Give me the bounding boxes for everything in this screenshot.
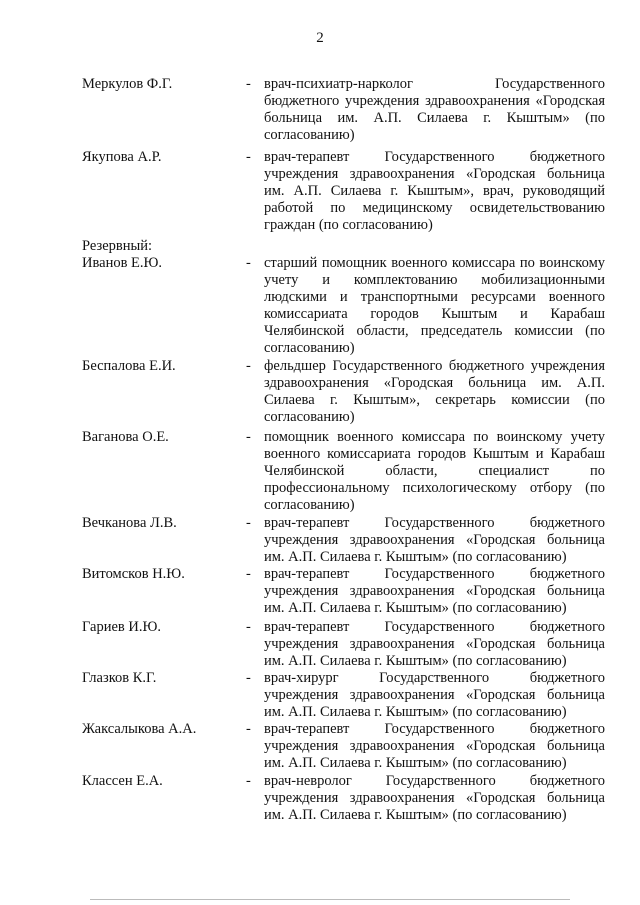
entry-dash: - bbox=[246, 515, 251, 531]
entry-dash: - bbox=[246, 619, 251, 635]
scan-edge-line bbox=[90, 899, 570, 900]
entry-dash: - bbox=[246, 429, 251, 445]
entry-dash: - bbox=[246, 773, 251, 789]
entry-description: старший помощник военного комиссара по воинскому учету и комплектованию мобилизационными людскими и транспортными ресурсами военного комиссариата городов Кыштым и Карабаш Челябинской области, председатель комиссии (по согласованию) bbox=[264, 255, 605, 356]
entry-dash: - bbox=[246, 255, 251, 271]
reserve-label: Резервный: bbox=[82, 238, 153, 254]
entry-dash: - bbox=[246, 721, 251, 737]
entry-dash: - bbox=[246, 566, 251, 582]
entry-dash: - bbox=[246, 358, 251, 374]
entry-name: Витомсков Н.Ю. bbox=[82, 566, 185, 582]
entry-name: Гариев И.Ю. bbox=[82, 619, 161, 635]
entry-name: Якупова А.Р. bbox=[82, 149, 162, 165]
entry-name: Жаксалыкова А.А. bbox=[82, 721, 197, 737]
entry-description: врач-терапевт Государственного бюджетного учреждения здравоохранения «Городская больница им. А.П. Силаева г. Кыштым» (по согласованию) bbox=[264, 721, 605, 771]
entry-name: Ваганова О.Е. bbox=[82, 429, 169, 445]
entry-description: помощник военного комиссара по воинскому учету военного комиссариата городов Кыштым и Карабаш Челябинской области, специалист по профессиональному психологическому отбору (по согласованию) bbox=[264, 429, 605, 513]
entry-name: Беспалова Е.И. bbox=[82, 358, 176, 374]
entry-description: врач-невролог Государственного бюджетного учреждения здравоохранения «Городская больница им. А.П. Силаева г. Кыштым» (по согласованию) bbox=[264, 773, 605, 823]
entry-description: врач-терапевт Государственного бюджетного учреждения здравоохранения «Городская больница им. А.П. Силаева г. Кыштым» (по согласованию) bbox=[264, 515, 605, 565]
page-number: 2 bbox=[316, 30, 324, 46]
entry-name: Вечканова Л.В. bbox=[82, 515, 177, 531]
entry-name: Иванов Е.Ю. bbox=[82, 255, 163, 271]
entry-description: врач-хирург Государственного бюджетного учреждения здравоохранения «Городская больница им. А.П. Силаева г. Кыштым» (по согласованию) bbox=[264, 670, 605, 720]
entry-dash: - bbox=[246, 76, 251, 92]
entry-dash: - bbox=[246, 670, 251, 686]
entry-description: врач-терапевт Государственного бюджетного учреждения здравоохранения «Городская больница им. А.П. Силаева г. Кыштым» (по согласованию) bbox=[264, 566, 605, 616]
entry-name: Классен Е.А. bbox=[82, 773, 163, 789]
entry-name: Меркулов Ф.Г. bbox=[82, 76, 173, 92]
entry-description: фельдшер Государственного бюджетного учреждения здравоохранения «Городская больница им. А.П. Силаева г. Кыштым», секретарь комиссии (по согласованию) bbox=[264, 358, 605, 425]
entry-description: врач-терапевт Государственного бюджетного учреждения здравоохранения «Городская больница им. А.П. Силаева г. Кыштым», врач, руководящий работой по медицинскому освидетельствованию граждан (по согласованию) bbox=[264, 149, 605, 233]
entry-dash: - bbox=[246, 149, 251, 165]
entry-name: Глазков К.Г. bbox=[82, 670, 157, 686]
entry-description: врач-психиатр-нарколог Государственного бюджетного учреждения здравоохранения «Городская больница им. А.П. Силаева г. Кыштым» (по согласованию) bbox=[264, 76, 605, 143]
entry-description: врач-терапевт Государственного бюджетного учреждения здравоохранения «Городская больница им. А.П. Силаева г. Кыштым» (по согласованию) bbox=[264, 619, 605, 669]
